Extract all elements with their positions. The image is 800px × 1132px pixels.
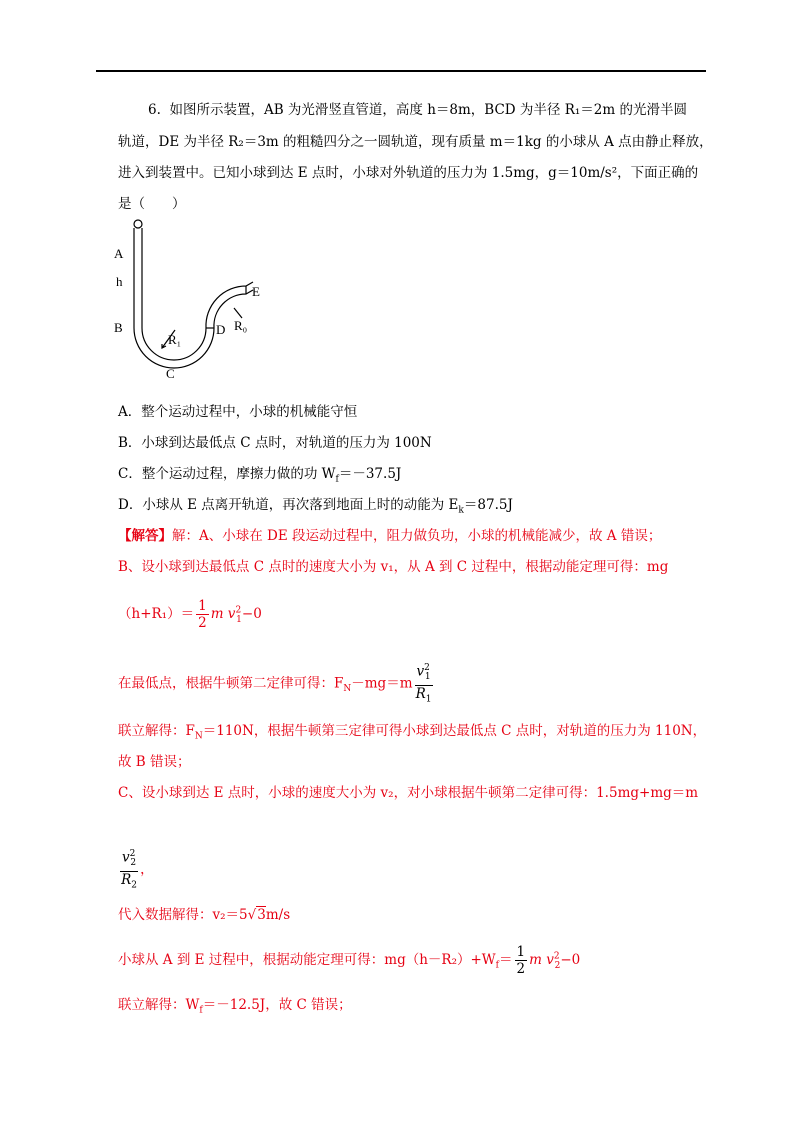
option-c: C．整个运动过程，摩擦力做的功 $W_f=-37.5J$ — [118, 466, 402, 485]
question-line-2: 轨道，DE 为半径 R₂＝3m 的粗糙四分之一圆轨道，现有质量 m＝1kg 的小球从 A 点由静止释放， — [118, 134, 713, 150]
answer-line-4: 在最低点，根据牛顿第二定律可得：$F_N-mg=m$ $\frac{v^2_1}{R_1}$ — [118, 660, 435, 708]
answer-line-6: 故 B 错误； — [118, 754, 191, 770]
question-line-4: 是（ ） — [118, 196, 186, 212]
label-h: h — [116, 274, 123, 289]
fraction-half-2: $\frac{1}{2}$ — [516, 944, 526, 977]
label-b: B — [114, 320, 123, 335]
question-line-3: 进入到装置中。已知小球到达 E 点时，小球对外轨道的压力为 1.5mg，g＝10m/s²，下面正确的 — [118, 165, 699, 181]
answer-line-10: 小球从 A 到 E 过程中，根据动能定理可得：$mg(h-R_2)+W_f=$ $\frac{1}{2}$ m $v^2_2-0$ — [118, 944, 581, 977]
outer-track — [134, 228, 214, 368]
ball-a — [134, 220, 142, 228]
fraction-v1-r1: $\frac{v^2_1}{R_1}$ — [415, 660, 433, 708]
fraction-v2-r2: $\frac{v^2_2}{R_2}$ — [120, 846, 138, 894]
answer-line-3: （h+R₁）＝ $\frac{1}{2}$ m $v^2_1-0$ — [118, 598, 262, 631]
fraction-half: $\frac{1}{2}$ — [198, 598, 207, 631]
question-line-1: 6. 如图所示装置，AB 为光滑竖直管道，高度 h＝8m，BCD 为半径 R₁＝2m 的光滑半圆 — [148, 102, 687, 118]
option-d: D．小球从 E 点离开轨道，再次落到地面上时的动能为 $E_k=87.5J$ — [118, 497, 513, 516]
label-c: C — [166, 366, 175, 381]
top-rule — [96, 70, 706, 72]
answer-line-8: $\frac{v^2_2}{R_2}$ ， — [118, 846, 154, 894]
option-b: B．小球到达最低点 C 点时，对轨道的压力为 100N — [118, 435, 432, 451]
answer-line-9: 代入数据解得：v₂＝5√3m/s — [118, 907, 291, 923]
answer-line-5: 联立解得：$F_N=110N$，根据牛顿第三定律可得小球到达最低点 C 点时，对轨道的压力为 110N， — [118, 723, 707, 742]
label-r1: R₁ — [168, 332, 182, 347]
answer-line-11: 联立解得：$W_f=-12.5J$，故 C 错误； — [118, 997, 352, 1016]
label-r0: R₀ — [234, 318, 248, 333]
label-a: A — [114, 246, 124, 261]
track-diagram — [110, 218, 280, 388]
r0-arrow — [234, 308, 242, 318]
answer-line-7: C、设小球到达 E 点时，小球的速度大小为 v₂，对小球根据牛顿第二定律可得：1.5mg+mg＝m — [118, 785, 699, 801]
answer-line-1: 【解答】解：A、小球在 DE 段运动过程中，阻力做负功，小球的机械能减少，故 A 错误； — [118, 528, 662, 544]
label-d: D — [216, 322, 226, 337]
label-e: E — [252, 284, 260, 299]
option-a: A．整个运动过程中，小球的机械能守恒 — [118, 404, 358, 420]
answer-line-2: B、设小球到达最低点 C 点时的速度大小为 v₁，从 A 到 C 过程中，根据动能定理可得：mg — [118, 559, 669, 575]
